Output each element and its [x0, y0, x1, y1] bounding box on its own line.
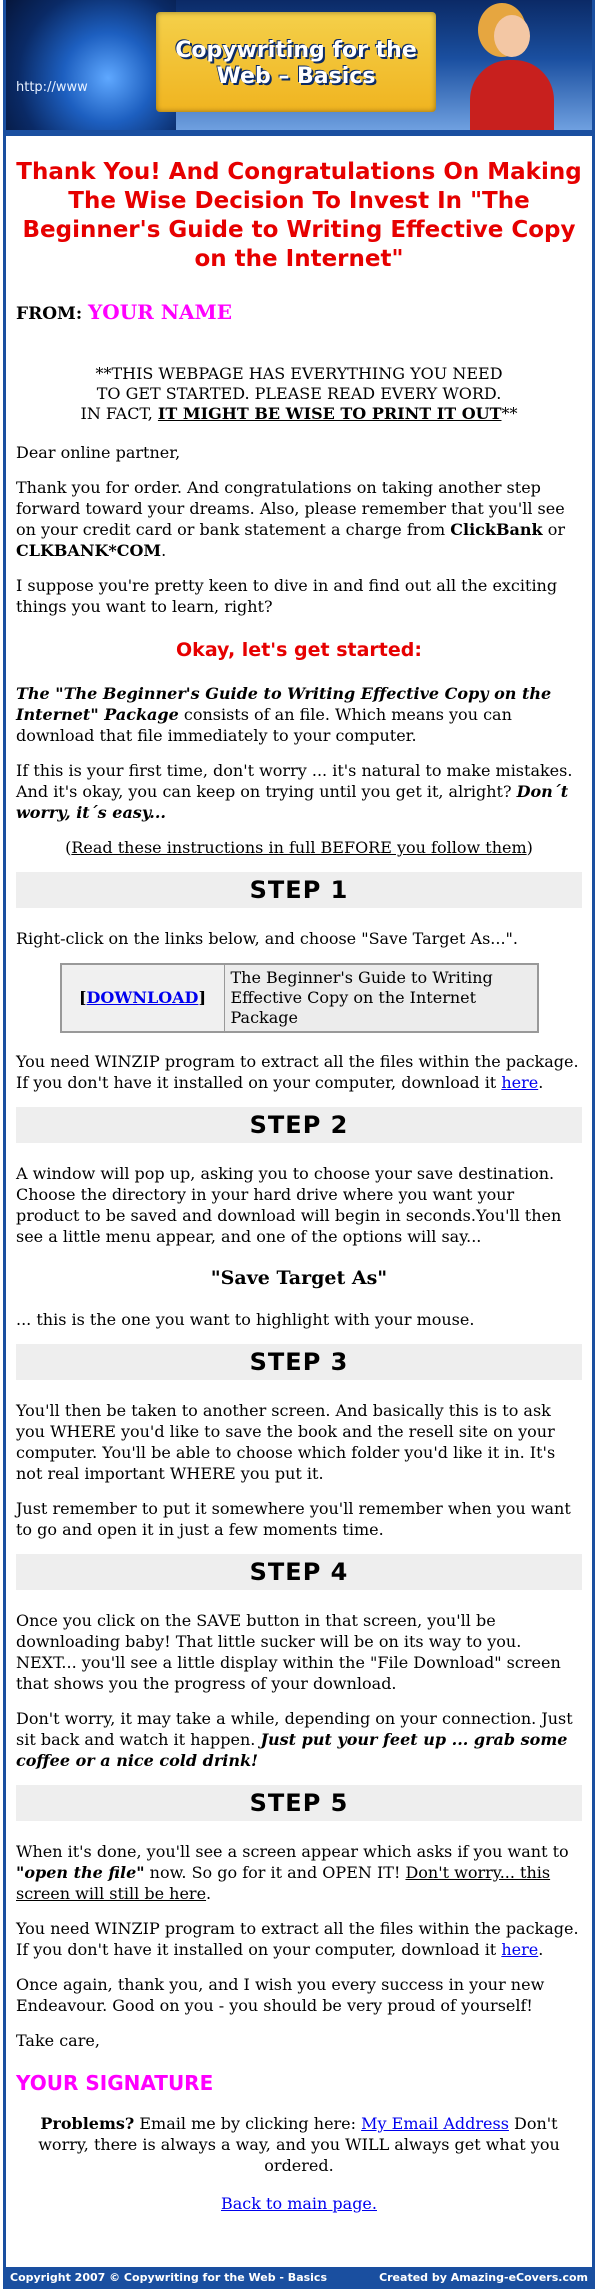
package-name-emphasis: The "The Beginner's Guide to Writing Effective Copy on the Internet" Package — [16, 684, 552, 724]
keen-paragraph: I suppose you're pretty keen to dive in and find out all the exciting things you want to learn, right? — [16, 576, 558, 616]
download-link[interactable]: DOWNLOAD — [86, 988, 199, 1007]
download-row — [61, 964, 538, 1032]
winzip-download-link[interactable]: here — [501, 1073, 539, 1092]
banner-title — [156, 38, 436, 90]
page-headline: Thank You! And Congratulations On Making The Wise Decision To Invest In "The Beginner's Guide to Writing Effective Copy on the Internet" — [16, 159, 582, 272]
notice-line-3-suffix: ** — [501, 404, 518, 423]
step-2-text: A window will pop up, asking you to choose your save destination. Choose the directory in your hard drive where you want your product to be saved and download will begin in seconds.You'll then see a little menu appear, and one of the options will say... — [16, 1164, 562, 1246]
footer-bar — [6, 2267, 592, 2289]
read-instructions-text: Read these instructions in full BEFORE you follow them — [71, 838, 527, 857]
download-table — [60, 963, 539, 1033]
step-5-dont-worry: Don't worry... this screen will still be here — [16, 1863, 551, 1903]
globe-image — [6, 0, 176, 130]
header-banner — [6, 0, 592, 130]
banner-title-line1: Copywriting for the — [175, 38, 417, 63]
first-time-text: If this is your first time, don't worry ... it's natural to make mistakes. And it's okay, you can keep on trying until you get it, alright? — [16, 761, 573, 801]
signature: YOUR SIGNATURE — [16, 2071, 214, 2095]
step-2-heading: STEP 2 — [16, 1107, 582, 1143]
step-4-heading: STEP 4 — [16, 1554, 582, 1590]
step-2-highlight-text: ... this is the one you want to highlight with your mouse. — [16, 1310, 475, 1329]
greeting: Dear online partner, — [16, 443, 181, 462]
back-line — [16, 2194, 582, 2213]
winzip-paragraph-2 — [16, 1918, 582, 1960]
problems-paragraph — [16, 2113, 582, 2176]
thanks-end: . — [161, 541, 167, 560]
step-4-emphasis: Just put your feet up ... grab some coffee or a nice cold drink! — [16, 1730, 568, 1770]
print-notice — [16, 364, 582, 424]
from-name: YOUR NAME — [88, 300, 232, 324]
winzip-end: . — [538, 1073, 544, 1092]
step-5-text-mid: now. So go for it and OPEN IT! — [144, 1863, 406, 1882]
take-care: Take care, — [16, 2031, 100, 2050]
notice-line-3-emphasis: IT MIGHT BE WISE TO PRINT IT OUT — [157, 404, 502, 423]
notice-line-3-prefix: IN FACT, — [80, 404, 158, 423]
winzip-text: You need WINZIP program to extract all the files within the package. If you don't have it installed on your computer, download it — [16, 1052, 579, 1092]
package-paragraph — [16, 683, 582, 746]
clkbank-text: CLKBANK*COM — [16, 541, 162, 560]
winzip-end-2: . — [538, 1940, 544, 1959]
footer-credit: Created by Amazing-eCovers.com — [379, 2271, 588, 2284]
thanks-paragraph — [16, 477, 582, 561]
download-cell: [DOWNLOAD] — [61, 964, 225, 1032]
winzip-download-link-2[interactable]: here — [501, 1940, 539, 1959]
step-4-text-2-plain: Don't worry, it may take a while, depending on your connection. Just sit back and watch it happen. — [16, 1709, 573, 1749]
step-1-text: Right-click on the links below, and choose "Save Target As...". — [16, 929, 518, 948]
page — [3, 0, 595, 2289]
problems-text-1: Email me by clicking here: — [134, 2114, 362, 2133]
from-line — [16, 300, 582, 324]
step-3-text-2: Just remember to put it somewhere you'll remember when you want to go and open it in just a few moments time. — [16, 1499, 571, 1539]
main-content — [6, 158, 592, 2213]
winzip-paragraph — [16, 1051, 582, 1093]
download-description: The Beginner's Guide to Writing Effective Copy on the Internet Package — [224, 964, 538, 1032]
problems-label: Problems? — [40, 2114, 135, 2133]
from-label: FROM: — [16, 304, 83, 324]
banner-url-text: http://www — [16, 80, 88, 95]
lets-get-started-heading: Okay, let's get started: — [176, 639, 422, 661]
clickbank-text: ClickBank — [450, 520, 543, 539]
notice-line-2: TO GET STARTED. PLEASE READ EVERY WORD. — [96, 384, 502, 403]
email-link[interactable]: My Email Address — [361, 2114, 509, 2133]
step-3-heading: STEP 3 — [16, 1344, 582, 1380]
notice-line-3 — [16, 404, 582, 424]
back-to-main-link[interactable]: Back to main page. — [221, 2194, 377, 2213]
banner-title-line2: Web – Basics — [216, 64, 376, 89]
step-5-text-start: When it's done, you'll see a screen appear which asks if you want to — [16, 1842, 569, 1861]
step-4-text-2 — [16, 1708, 582, 1771]
first-time-emphasis: Don´t worry, it´s easy... — [16, 782, 569, 822]
step-4-text-1: Once you click on the SAVE button in that screen, you'll be downloading baby! That little sucker will be on its way to you. NEXT... you'll see a little display within the "File Download" screen that shows you the progress of your download. — [16, 1611, 561, 1693]
save-target-as-label: "Save Target As" — [210, 1267, 388, 1289]
step-5-text-end: . — [206, 1884, 212, 1903]
woman-photo — [452, 5, 572, 130]
package-text: consists of an file. Which means you can download that file immediately to your computer. — [16, 705, 512, 745]
first-time-paragraph — [16, 760, 582, 823]
step-5-text-1 — [16, 1841, 582, 1904]
step-1-heading: STEP 1 — [16, 872, 582, 908]
step-5-open-file: "open the file" — [16, 1863, 145, 1882]
footer-copyright: Copyright 2007 © Copywriting for the Web - Basics — [10, 2271, 328, 2284]
thanks-text: Thank you for order. And congratulations on taking another step forward toward your dreams. Also, please remember that you'll see on your credit card or bank statement a charge from — [16, 478, 565, 539]
step-5-heading: STEP 5 — [16, 1785, 582, 1821]
thanks-or: or — [542, 520, 565, 539]
woman-head — [494, 15, 530, 57]
step-3-text-1: You'll then be taken to another screen. And basically this is to ask you WHERE you'd like to save the book and the resell site on your computer. You'll be able to choose which folder you'd like it in. It's not real important WHERE you put it. — [16, 1401, 556, 1483]
once-again-paragraph: Once again, thank you, and I wish you every success in your new Endeavour. Good on you - you should be very proud of yourself! — [16, 1975, 545, 2015]
header-divider — [6, 130, 592, 136]
winzip-text-2: You need WINZIP program to extract all the files within the package. If you don't have it installed on your computer, download it — [16, 1919, 579, 1959]
problems-text-2: Don't worry, there is always a way, and you WILL always get what you ordered. — [38, 2114, 560, 2175]
woman-body — [470, 60, 554, 130]
read-instructions-line: (Read these instructions in full BEFORE you follow them) — [65, 838, 533, 857]
notice-line-1: **THIS WEBPAGE HAS EVERYTHING YOU NEED — [95, 364, 503, 383]
